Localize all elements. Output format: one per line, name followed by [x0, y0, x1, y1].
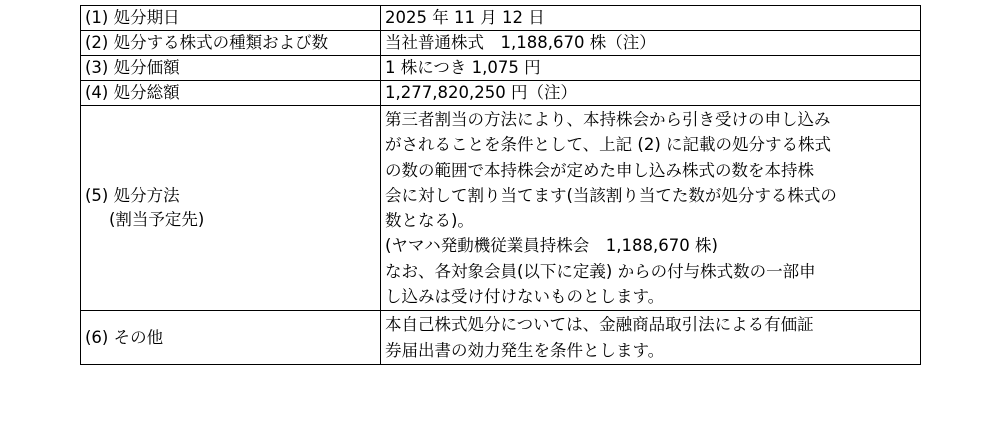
disposal-method-text: [385, 106, 916, 310]
table-row-disposal-date: [81, 6, 921, 31]
text-line: の数の範囲で本持株会が定めた申し込み株式の数を本持株: [385, 160, 814, 180]
row-value-disposal-price: 1 株につき 1,075 円: [381, 56, 921, 81]
text-line: 第三者割当の方法により、本持株会から引き受けの申し込み: [385, 110, 831, 129]
row-label-other: (6) その他: [81, 311, 381, 365]
disposal-method-label: (5) 処分方法: [85, 186, 180, 206]
allottee-sublabel: (割当予定先): [109, 210, 205, 230]
table-row-disposal-price: [81, 56, 921, 81]
table-row-disposal-method: [81, 106, 921, 311]
row-value-disposal-date: 2025 年 11 月 12 日: [381, 6, 921, 31]
row-label-disposal-method: [81, 106, 381, 311]
row-label-disposal-date: (1) 処分期日: [81, 6, 381, 31]
table-row-total-disposal-amount: [81, 81, 921, 106]
text-line: なお、各対象会員(以下に定義) からの付与株式数の一部申: [385, 261, 816, 281]
disposal-terms-table: [80, 5, 921, 365]
row-value-share-type-and-number: 当社普通株式 1,188,670 株（注）: [381, 31, 921, 56]
table-row-share-type-and-number: [81, 31, 921, 56]
row-label-disposal-price: (3) 処分価額: [81, 56, 381, 81]
text-line: 数となる)。: [385, 211, 474, 231]
other-text: [385, 311, 916, 364]
text-line: 本自己株式処分については、金融商品取引法による有価証: [385, 315, 814, 335]
text-line: (ヤマハ発動機従業員持株会 1,188,670 株): [385, 236, 718, 256]
row-value-disposal-method: [381, 106, 921, 311]
row-label-share-type-and-number: (2) 処分する株式の種類および数: [81, 31, 381, 56]
text-line: し込みは受け付けないものとします。: [385, 287, 665, 307]
table-row-other: [81, 311, 921, 365]
row-label-total-disposal-amount: (4) 処分総額: [81, 81, 381, 106]
text-line: 券届出書の効力発生を条件とします。: [385, 340, 665, 360]
text-line: がされることを条件として、上記 (2) に記載の処分する株式: [385, 135, 832, 155]
row-value-other: [381, 311, 921, 365]
text-line: 会に対して割り当てます(当該割り当てた数が処分する株式の: [385, 185, 837, 205]
row-value-total-disposal-amount: 1,277,820,250 円（注）: [381, 81, 921, 106]
